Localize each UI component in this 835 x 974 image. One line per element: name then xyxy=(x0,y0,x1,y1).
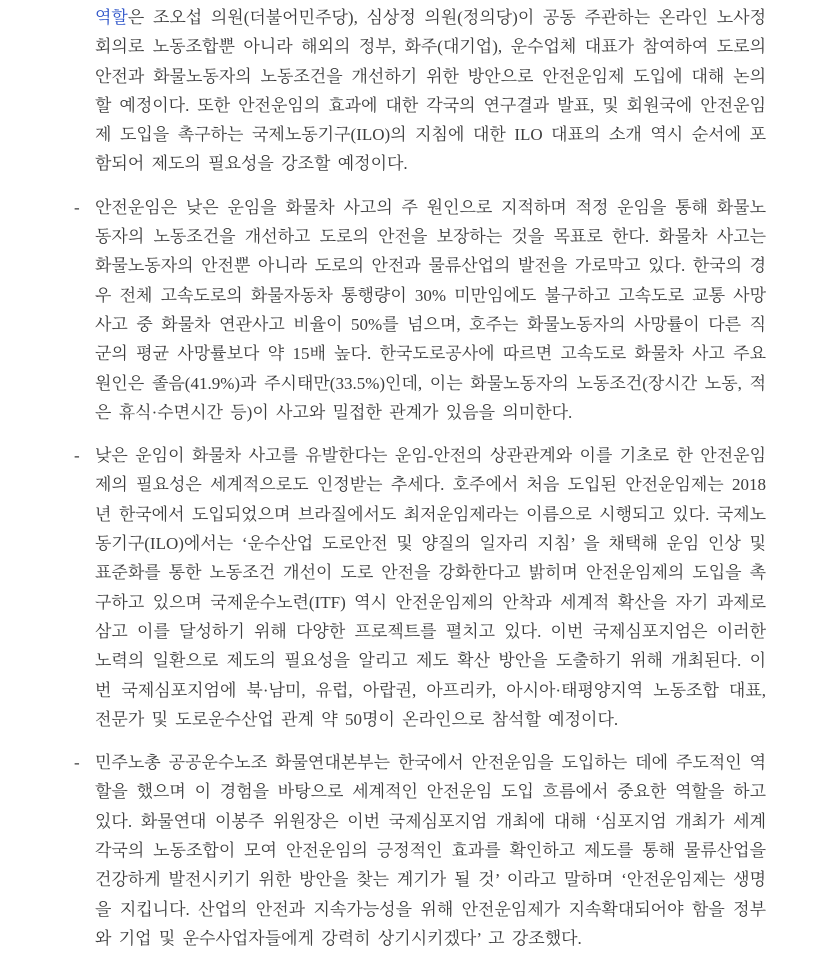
bullet-paragraph-1-text: 안전운임은 낮은 운임을 화물차 사고의 주 원인으로 지적하며 적정 운임을 통해 화물노동자의 노동조건을 개선하고 도로의 안전을 보장하는 것을 목표로 한다. 화물차 사고는 화물노동자의 안전뿐 아니라 도로의 안전과 물류산업의 발전을 가로막고 있다. 한국의 경우 전체 고속도로의 화물자동차 통행량이 30% 미만임에도 불구하고 고속도로 교통 사망사고 중 화물차 연관사고 비율이 50%를 넘으며, 호주는 화물노동자의 사망률이 다른 직군의 평균 사망률보다 약 15배 높다. 한국도로공사에 따르면 고속도로 화물차 사고 주요 원인은 졸음(41.9%)과 주시태만(33.5%)인데, 이는 화물노동자의 노동조건(장시간 노동, 적은 휴식·수면시간 등)이 사고와 밀접한 관계가 있음을 의미한다. xyxy=(95,197,766,422)
bullet-paragraph-2 xyxy=(74,441,766,734)
intro-lead-word: 역할 xyxy=(95,8,128,27)
intro-paragraph-text: 은 조오섭 의원(더불어민주당), 심상정 의원(정의당)이 공동 주관하는 온라인 노사정 회의로 노동조합뿐 아니라 해외의 정부, 화주(대기업), 운수업체 대표가 참여하여 도로의 안전과 화물노동자의 노동조건을 개선하기 위한 방안으로 안전운임제 도입에 대해 논의할 예정이다. 또한 안전운임의 효과에 대한 각국의 연구결과 발표, 및 회원국에 안전운임제 도입을 촉구하는 국제노동기구(ILO)의 지침에 대한 ILO 대표의 소개 역시 순서에 포함되어 제도의 필요성을 강조할 예정이다. xyxy=(95,8,766,174)
bullet-dash-marker: - xyxy=(74,446,80,466)
bullet-paragraph-2-text: 낮은 운임이 화물차 사고를 유발한다는 운임-안전의 상관관계와 이를 기초로 한 안전운임제의 필요성은 세계적으로도 인정받는 추세다. 호주에서 처음 도입된 안전운임제는 2018년 한국에서 도입되었으며 브라질에서도 최저운임제라는 이름으로 시행되고 있다. 국제노동기구(ILO)에서는 ‘운수산업 도로안전 및 양질의 일자리 지침’ 을 채택해 운임 인상 및 표준화를 통한 노동조건 개선이 도로 안전을 강화한다고 밝히며 안전운임제의 도입을 촉구하고 있으며 국제운수노련(ITF) 역시 안전운임제의 안착과 세계적 확산을 자기 과제로 삼고 이를 달성하기 위해 다양한 프로젝트를 펼치고 있다. 이번 국제심포지엄은 이러한 노력의 일환으로 제도의 필요성을 알리고 제도 확산 방안을 도출하기 위해 개최된다. 이번 국제심포지엄에 북·남미, 유럽, 아랍권, 아프리카, 아시아·태평양지역 노동조합 대표, 전문가 및 도로운수산업 관계 약 50명이 온라인으로 참석할 예정이다. xyxy=(95,446,766,729)
intro-paragraph xyxy=(95,3,766,179)
bullet-paragraph-3-text: 민주노총 공공운수노조 화물연대본부는 한국에서 안전운임을 도입하는 데에 주도적인 역할을 했으며 이 경험을 바탕으로 세계적인 안전운임 도입 흐름에서 중요한 역할을 하고 있다. 화물연대 이봉주 위원장은 이번 국제심포지엄 개최에 대해 ‘심포지엄 개최가 세계 각국의 노동조합이 모여 안전운임의 긍정적인 효과를 확인하고 제도를 통해 물류산업을 건강하게 발전시키기 위한 방안을 찾는 계기가 될 것’ 이라고 말하며 ‘안전운임제는 생명을 지킵니다. 산업의 안전과 지속가능성을 위해 안전운임제가 지속확대되어야 함을 정부와 기업 및 운수사업자들에게 강력히 상기시키겠다’ 고 강조했다. xyxy=(95,753,766,948)
bullet-dash-marker: - xyxy=(74,753,80,773)
bullet-dash-marker: - xyxy=(74,197,80,217)
bullet-paragraph-3 xyxy=(74,748,766,953)
bullet-paragraph-1 xyxy=(74,193,766,427)
